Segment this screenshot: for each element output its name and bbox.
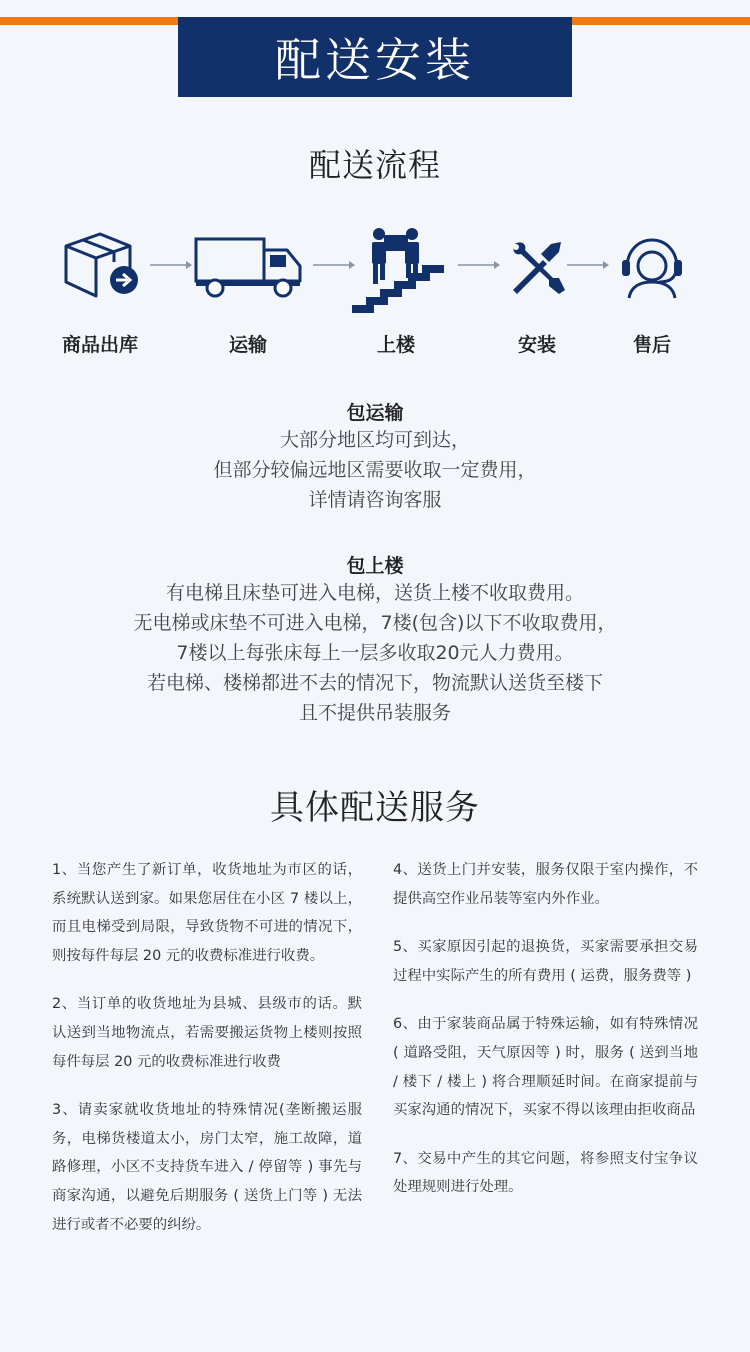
flow-step-label: 商品出库 — [61, 334, 138, 356]
arrow-icon — [458, 260, 500, 270]
policy-shipping — [0, 398, 750, 515]
policy-heading: 包上楼 — [346, 555, 404, 577]
box-out-icon — [62, 232, 142, 298]
policy-heading: 包运输 — [346, 402, 404, 424]
service-item: 2、当订单的收货地址为县城、县级市的话。默认送到当地物流点，若需要搬运货物上楼则按照每件每层 20 元的收费标准进行收费 — [52, 996, 362, 1070]
header-accent-left — [0, 17, 178, 25]
page-title-text: 配送安装 — [275, 33, 475, 87]
service-item: 3、请卖家就收货地址的特殊情况(垄断搬运服务，电梯货楼道太小，房门太窄，施工故障，道路修理，小区不支持货车进入 / 停留等 ) 事先与商家沟通，以避免后期服务 ( 送货上门等 ) 无法进行或者不必要的纠纷。 — [52, 1102, 362, 1233]
header-accent-right — [572, 17, 750, 25]
flow-title: 配送流程 — [308, 146, 441, 184]
service-item: 1、当您产生了新订单，收货地址为市区的话，系统默认送到家。如果您居住在小区 7 楼以上，而且电梯受到局限，导致货物不可进的情况下，则按每件每层 20 元的收费标准进行收费。 — [52, 862, 362, 964]
service-title: 具体配送服务 — [270, 788, 480, 828]
flow-step-label: 上楼 — [376, 334, 415, 356]
policy-line: 无电梯或床垫不可进入电梯，7楼(包含)以下不收取费用， — [133, 612, 617, 634]
policy-line: 7楼以上每张床每上一层多收取20元人力费用。 — [176, 642, 574, 664]
policy-line: 若电梯、楼梯都进不去的情况下，物流默认送货至楼下 — [146, 672, 603, 694]
service-item: 6、由于家装商品属于特殊运输，如有特殊情况 ( 道路受阻，天气原因等 ) 时，服务 ( 送到当地 / 楼下 / 楼上 ) 将合理顺延时间。在商家提前与买家沟通的情况下，买家不得以该理由拒收商品 — [393, 1016, 698, 1119]
policy-line: 且不提供吊装服务 — [298, 702, 451, 724]
service-item: 7、交易中产生的其它问题，将参照支付宝争议处理规则进行处理。 — [393, 1150, 698, 1196]
service-column-left — [52, 856, 362, 1259]
policy-line: 但部分较偏远地区需要收取一定费用， — [213, 459, 537, 481]
service-item: 5、买家原因引起的退换货，买家需要承担交易过程中实际产生的所有费用 ( 运费，服务费等 ) — [393, 939, 698, 984]
flow-step-label: 安装 — [517, 334, 556, 356]
truck-icon — [193, 236, 303, 298]
service-column-right — [393, 856, 698, 1222]
flow-step-label: 运输 — [228, 334, 267, 356]
flow-step-label: 售后 — [632, 334, 671, 356]
arrow-icon — [150, 260, 192, 270]
policy-upstairs — [0, 551, 750, 728]
service-item: 4、送货上门并安装，服务仅限于室内操作，不提供高空作业吊装等室内外作业。 — [393, 862, 698, 907]
headset-icon — [619, 236, 685, 300]
policy-line: 大部分地区均可到达， — [279, 429, 470, 451]
policy-line: 有电梯且床垫可进入电梯，送货上楼不收取费用。 — [165, 582, 584, 604]
page-title — [178, 17, 572, 97]
policy-line: 详情请咨询客服 — [308, 489, 442, 511]
tools-icon — [507, 238, 567, 296]
arrow-icon — [567, 260, 609, 270]
arrow-icon — [313, 260, 355, 270]
stairs-carry-icon — [350, 225, 448, 315]
